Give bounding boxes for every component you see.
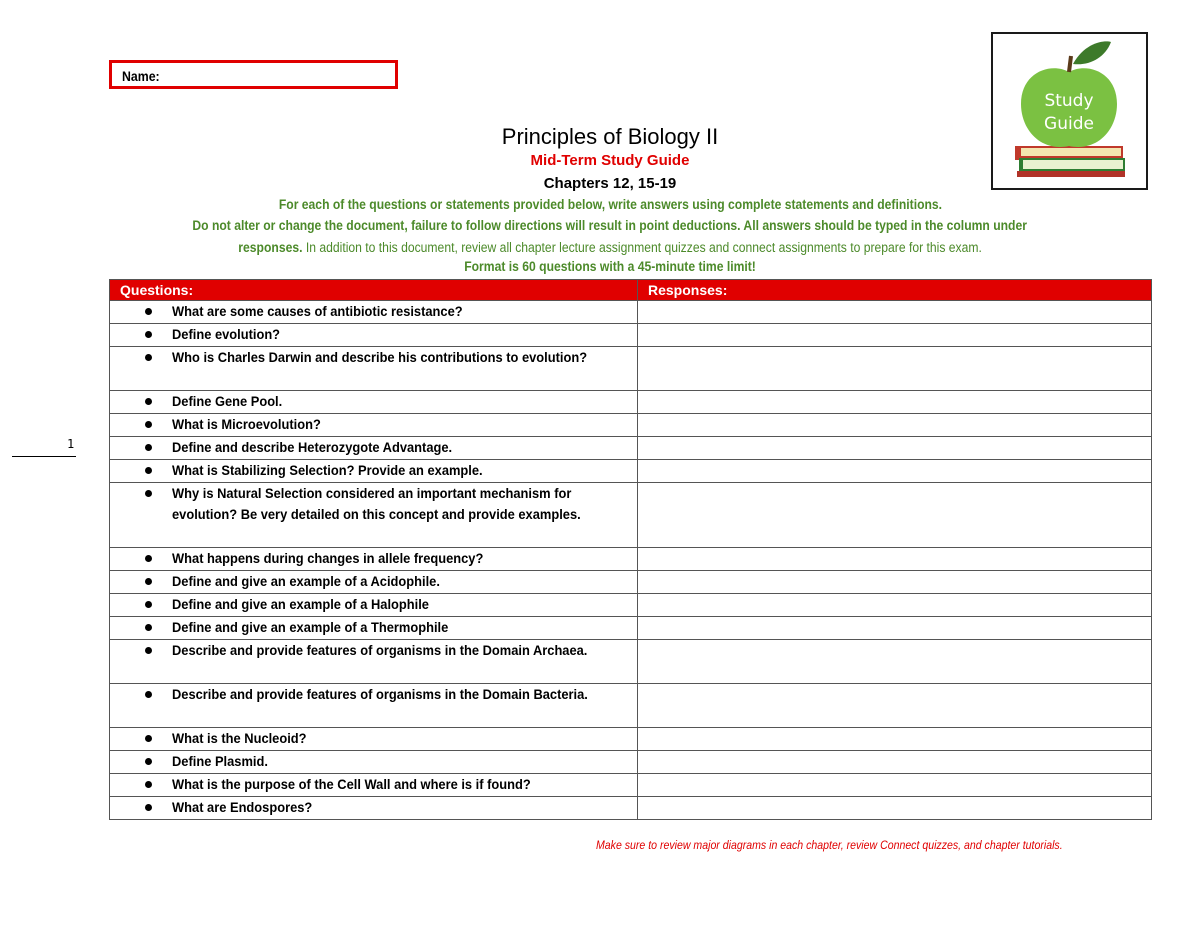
table-row: [110, 684, 1152, 728]
logo-line2: Guide: [1044, 114, 1094, 134]
bullet-icon: [145, 308, 152, 315]
response-cell[interactable]: [638, 548, 1152, 571]
footer-note: Make sure to review major diagrams in each chapter, review Connect quizzes, and chapter tutorials.: [596, 838, 1063, 852]
question-text: Define and give an example of a Acidophile.: [172, 573, 440, 589]
bullet-icon: [145, 601, 152, 608]
question-text: Describe and provide features of organisms in the Domain Archaea.: [172, 642, 588, 658]
question-cell: [110, 774, 638, 797]
name-label: Name:: [122, 68, 160, 84]
response-cell[interactable]: [638, 774, 1152, 797]
table-row: [110, 483, 1152, 548]
response-cell[interactable]: [638, 414, 1152, 437]
table-row: [110, 391, 1152, 414]
question-text: Why is Natural Selection considered an important mechanism for evolution? Be very detailed on this concept and provide examples.: [172, 485, 581, 522]
table-row: [110, 460, 1152, 483]
page-title: Principles of Biology II: [501, 124, 719, 149]
question-text: What happens during changes in allele frequency?: [172, 550, 484, 566]
bullet-icon: [145, 647, 152, 654]
question-text: Define Plasmid.: [172, 753, 268, 769]
table-row: [110, 324, 1152, 347]
table-row: [110, 571, 1152, 594]
response-cell[interactable]: [638, 571, 1152, 594]
response-cell[interactable]: [638, 728, 1152, 751]
table-row: [110, 414, 1152, 437]
question-text: Define and give an example of a Thermophile: [172, 619, 449, 635]
table-row: [110, 797, 1152, 820]
bullet-icon: [145, 758, 152, 765]
question-text: Define Gene Pool.: [172, 393, 283, 409]
question-cell: [110, 728, 638, 751]
logo-line1: Study: [1044, 91, 1094, 111]
question-cell: [110, 301, 638, 324]
question-text: Who is Charles Darwin and describe his contributions to evolution?: [172, 349, 588, 365]
question-text: What is Microevolution?: [172, 416, 321, 432]
response-cell[interactable]: [638, 483, 1152, 548]
instructions-line-1: For each of the questions or statements provided below, write answers using complete statements and definitions.: [278, 197, 942, 212]
bullet-icon: [145, 735, 152, 742]
instructions-line-2: Do not alter or change the document, failure to follow directions will result in point deductions. All answers should be typed in the column under: [192, 218, 1028, 233]
question-text: Define evolution?: [172, 326, 281, 342]
page-subtitle: Mid-Term Study Guide: [530, 152, 690, 169]
table-row: [110, 594, 1152, 617]
response-cell[interactable]: [638, 324, 1152, 347]
bullet-icon: [145, 691, 152, 698]
question-cell: [110, 617, 638, 640]
page-margin-number: 1: [67, 437, 75, 451]
response-cell[interactable]: [638, 617, 1152, 640]
question-cell: [110, 324, 638, 347]
bullet-icon: [145, 444, 152, 451]
response-cell[interactable]: [638, 640, 1152, 684]
bullet-icon: [145, 421, 152, 428]
bullet-icon: [145, 624, 152, 631]
table-row: [110, 437, 1152, 460]
question-text: Describe and provide features of organisms in the Domain Bacteria.: [172, 686, 588, 702]
table-row: [110, 301, 1152, 324]
bullet-icon: [145, 578, 152, 585]
question-cell: [110, 797, 638, 820]
table-row: [110, 347, 1152, 391]
table-row: [110, 640, 1152, 684]
instructions-line-3: responses. In addition to this document, review all chapter lecture assignment quizzes and connect assignments to prepare for this exam.: [238, 240, 982, 255]
table-row: [110, 751, 1152, 774]
response-cell[interactable]: [638, 751, 1152, 774]
bullet-icon: [145, 781, 152, 788]
question-cell: [110, 414, 638, 437]
question-text: What is the Nucleoid?: [172, 730, 307, 746]
margin-divider: [12, 456, 76, 457]
table-row: [110, 617, 1152, 640]
bullet-icon: [145, 354, 152, 361]
bullet-icon: [145, 398, 152, 405]
question-cell: [110, 548, 638, 571]
question-cell: [110, 437, 638, 460]
question-cell: [110, 594, 638, 617]
question-cell: [110, 460, 638, 483]
response-cell[interactable]: [638, 797, 1152, 820]
question-cell: [110, 751, 638, 774]
response-cell[interactable]: [638, 684, 1152, 728]
question-cell: [110, 571, 638, 594]
question-text: Define and describe Heterozygote Advantage.: [172, 439, 453, 455]
question-text: What are Endospores?: [172, 799, 313, 815]
bullet-icon: [145, 467, 152, 474]
question-text: What is the purpose of the Cell Wall and where is if found?: [172, 776, 531, 792]
bullet-icon: [145, 804, 152, 811]
responses-word: responses.: [238, 240, 303, 255]
bullet-icon: [145, 555, 152, 562]
questions-table: [109, 279, 1152, 820]
responses-header: Responses:: [638, 280, 1152, 301]
response-cell[interactable]: [638, 437, 1152, 460]
table-row: [110, 774, 1152, 797]
instructions-line-4: Format is 60 questions with a 45-minute time limit!: [464, 259, 756, 274]
question-text: Define and give an example of a Halophile: [172, 596, 429, 612]
chapters-heading: Chapters 12, 15-19: [543, 175, 677, 192]
response-cell[interactable]: [638, 460, 1152, 483]
question-cell: [110, 347, 638, 391]
question-text: What are some causes of antibiotic resistance?: [172, 303, 463, 319]
question-cell: [110, 684, 638, 728]
response-cell[interactable]: [638, 301, 1152, 324]
question-cell: [110, 640, 638, 684]
question-text: What is Stabilizing Selection? Provide an example.: [172, 462, 483, 478]
response-cell[interactable]: [638, 347, 1152, 391]
table-row: [110, 728, 1152, 751]
question-cell: [110, 391, 638, 414]
question-cell: [110, 483, 638, 548]
questions-header: Questions:: [110, 280, 638, 301]
table-row: [110, 548, 1152, 571]
response-cell[interactable]: [638, 391, 1152, 414]
response-cell[interactable]: [638, 594, 1152, 617]
name-field[interactable]: [109, 60, 398, 89]
bullet-icon: [145, 331, 152, 338]
bullet-icon: [145, 490, 152, 497]
